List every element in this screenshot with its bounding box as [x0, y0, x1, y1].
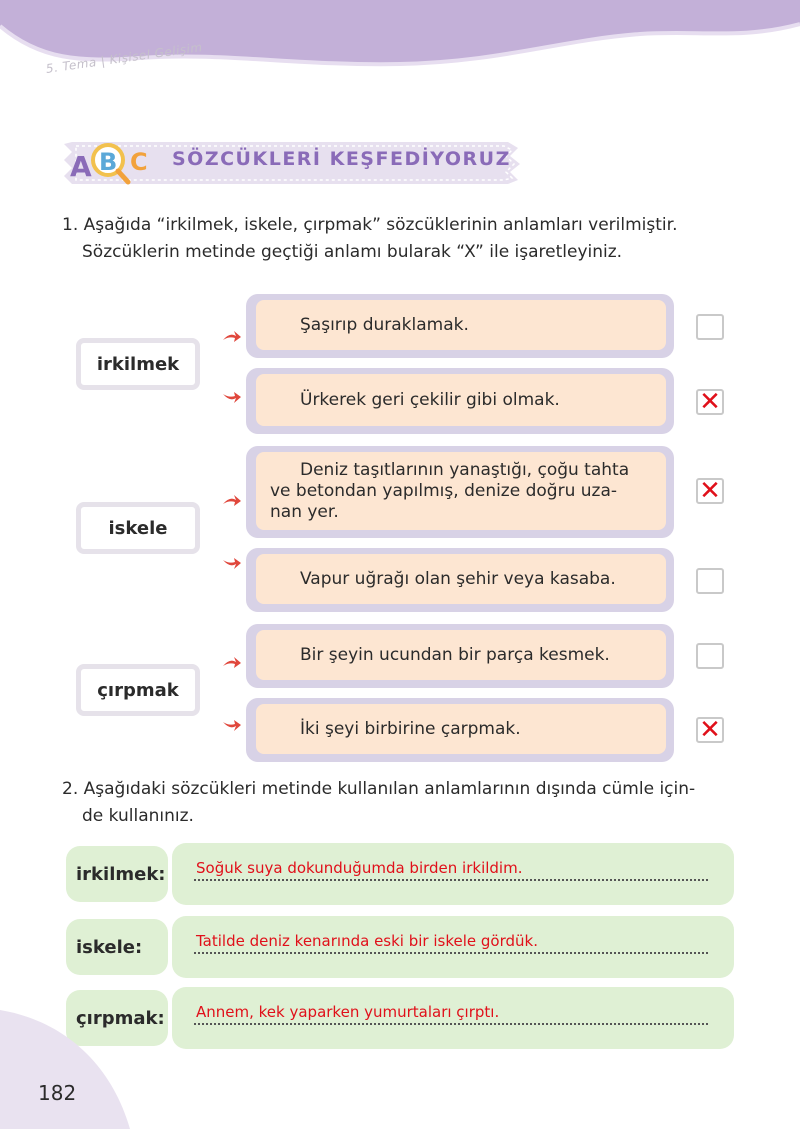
- meaning-option: [246, 446, 674, 538]
- question-1: [62, 212, 752, 266]
- sentence-label: irkilmek:: [66, 846, 168, 902]
- arrow-icon: [222, 494, 242, 508]
- meaning-line: Deniz taşıtlarının yanaştığı, çoğu tahta: [300, 460, 630, 480]
- breadcrumb: 5. Tema | Kişisel Gelişim: [45, 40, 204, 76]
- meaning-option: [246, 624, 674, 688]
- word-iskele: iskele: [76, 502, 200, 554]
- meaning-checkbox[interactable]: ✕: [696, 717, 724, 743]
- banner-title: SÖZCÜKLERİ KEŞFEDİYORUZ: [172, 148, 511, 170]
- meaning-text: Vapur uğrağı olan şehir veya kasaba.: [256, 554, 666, 604]
- question-2: [62, 776, 752, 830]
- arrow-icon: [222, 390, 242, 404]
- meaning-line: ve betondan yapılmış, denize doğru uza-: [270, 481, 617, 501]
- dotted-line: [194, 1023, 708, 1025]
- word-cirpmak: çırpmak: [76, 664, 200, 716]
- sentence-answer: Tatilde deniz kenarında eski bir iskele gördük.: [196, 932, 538, 950]
- header-wave: [0, 0, 800, 90]
- meaning-line: nan yer.: [270, 502, 339, 522]
- arrow-icon: [222, 656, 242, 670]
- sentence-label: iskele:: [66, 919, 168, 975]
- word-irkilmek: irkilmek: [76, 338, 200, 390]
- meaning-text: İki şeyi birbirine çarpmak.: [256, 704, 666, 754]
- question-1-line2: Sözcüklerin metinde geçtiği anlamı bularak “X” ile işaretleyiniz.: [82, 242, 623, 262]
- arrow-icon: [222, 330, 242, 344]
- dotted-line: [194, 879, 708, 881]
- svg-text:B: B: [99, 148, 118, 176]
- meaning-checkbox[interactable]: [696, 314, 724, 340]
- meaning-option: [246, 698, 674, 762]
- corner-decoration: [0, 1010, 130, 1129]
- meaning-checkbox[interactable]: ✕: [696, 389, 724, 415]
- arrow-icon: [222, 556, 242, 570]
- dotted-line: [194, 952, 708, 954]
- section-banner: [62, 136, 522, 188]
- meaning-option: [246, 548, 674, 612]
- sentence-answer: Soğuk suya dokunduğumda birden irkildim.: [196, 859, 523, 877]
- meaning-option: [246, 368, 674, 434]
- arrow-icon: [222, 718, 242, 732]
- sentence-field[interactable]: [172, 987, 734, 1049]
- question-1-line1: 1. Aşağıda “irkilmek, iskele, çırpmak” sözcüklerinin anlamları verilmiştir.: [62, 215, 678, 235]
- meaning-text: [256, 452, 666, 530]
- sentence-field[interactable]: [172, 843, 734, 905]
- question-2-line2: de kullanınız.: [82, 806, 194, 826]
- meaning-checkbox[interactable]: ✕: [696, 478, 724, 504]
- svg-text:A: A: [70, 150, 92, 183]
- sentence-answer: Annem, kek yaparken yumurtaları çırptı.: [196, 1003, 500, 1021]
- meaning-text: Ürkerek geri çekilir gibi olmak.: [256, 374, 666, 426]
- meaning-checkbox[interactable]: [696, 568, 724, 594]
- meaning-option: [246, 294, 674, 358]
- meaning-text: Bir şeyin ucundan bir parça kesmek.: [256, 630, 666, 680]
- abc-magnifier-icon: [64, 136, 164, 188]
- question-2-line1: 2. Aşağıdaki sözcükleri metinde kullanılan anlamlarının dışında cümle için-: [62, 779, 696, 799]
- meaning-checkbox[interactable]: [696, 643, 724, 669]
- meaning-text: Şaşırıp duraklamak.: [256, 300, 666, 350]
- sentence-label: çırpmak:: [66, 990, 168, 1046]
- sentence-field[interactable]: [172, 916, 734, 978]
- page-number: 182: [38, 1081, 77, 1105]
- svg-text:C: C: [130, 148, 148, 176]
